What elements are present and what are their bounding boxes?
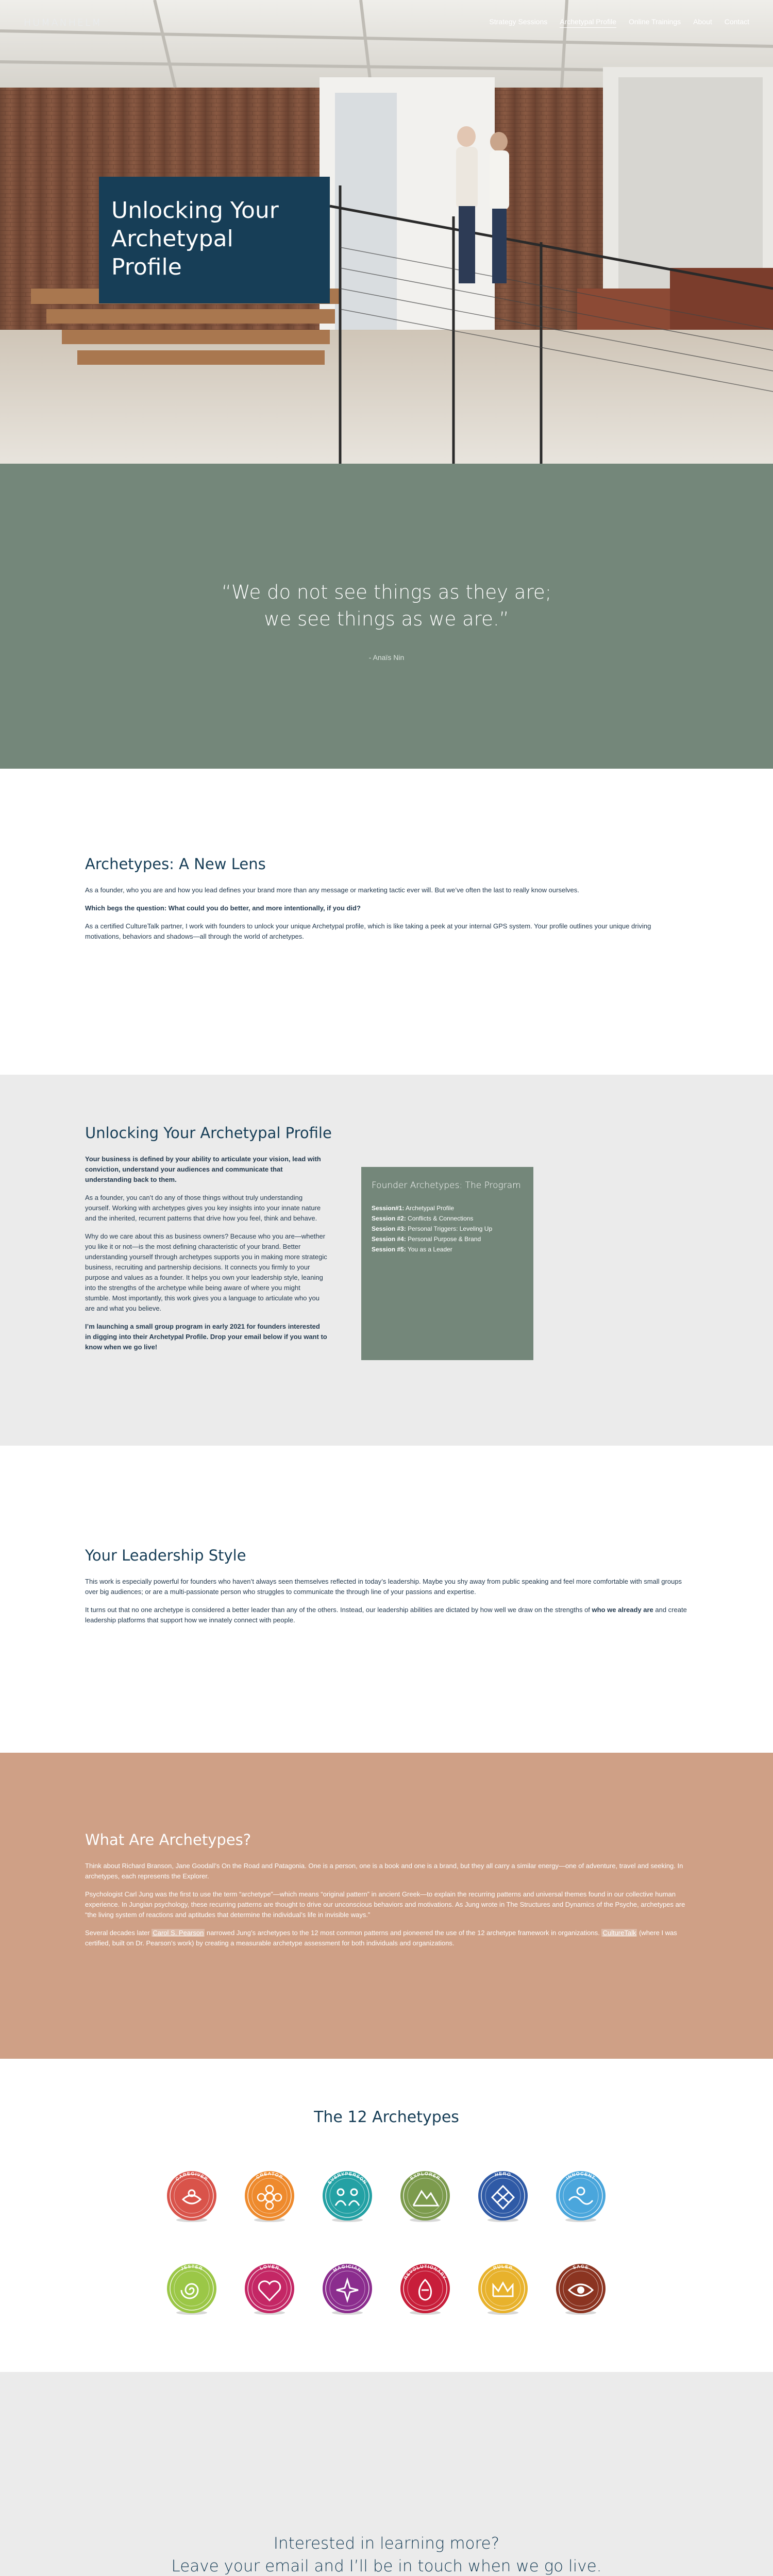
site-header [0, 0, 773, 45]
hero-section [0, 0, 773, 464]
lens-paragraph-2: Which begs the question: What could you do better, and more intentionally, if you did? [85, 904, 361, 912]
nav-about[interactable]: About [693, 18, 712, 26]
archetypes-grid-title: The 12 Archetypes [314, 2108, 459, 2126]
program-session-3: Session #3: Personal Triggers: Leveling Up [372, 1225, 493, 1232]
archetype-badge-label: INNOCENT [565, 2171, 597, 2181]
quote-text: “We do not see things as they are; we see things as we are.” [221, 581, 552, 630]
program-session-5: Session #5: You as a Leader [372, 1246, 452, 1253]
culturetalk-link[interactable]: CultureTalk [602, 1929, 636, 1937]
unlock-paragraph-1: Your business is defined by your ability to articulate your vision, lead with conviction, understand your audiences and communicate that understanding back to them. [85, 1155, 321, 1183]
archetype-badge-creator [240, 2166, 299, 2225]
archetype-badge-ruler [474, 2259, 532, 2318]
archetype-badge-magician [318, 2259, 377, 2318]
nav-archetypal-profile[interactable]: Archetypal Profile [560, 18, 616, 28]
archetype-badge-label: JESTER [179, 2263, 204, 2272]
cta-text: Interested in learning more? Leave your email and I’ll be in touch when we go live. [171, 2534, 602, 2575]
quote-section [0, 464, 773, 769]
unlock-paragraph-3: Why do we care about this as business owners? Because who you are—whether you like it or not—is the most defining characteristic of your brand. Better understanding yourself through archetypes supports you in making more strategic business, recruiting and partnership decisions. It connects you firmly to your purpose and values as a founder. It helps you own your leadership style, leaning into the strengths of the archetype while being aware of where you might stumble. Most importantly, this work gives you a language to articulate who you are and what you believe. [85, 1232, 327, 1312]
unlock-paragraph-4: I’m launching a small group program in early 2021 for founders interested in digging into their Archetypal Profile. Drop your email below if you want to know when we go live! [85, 1323, 327, 1351]
unlock-title: Unlocking Your Archetypal Profile [85, 1124, 332, 1142]
lens-title: Archetypes: A New Lens [85, 855, 266, 873]
nav-online-trainings[interactable]: Online Trainings [628, 18, 681, 26]
archetype-badge-explorer [396, 2166, 455, 2225]
program-session-1: Session#1: Archetypal Profile [372, 1205, 455, 1212]
program-session-2: Session #2: Conflicts & Connections [372, 1215, 474, 1222]
archetypes-grid-section [0, 2059, 773, 2372]
archetype-badge-caregiver [162, 2166, 221, 2225]
what-paragraph-1: Think about Richard Branson, Jane Goodall’s On the Road and Patagonia. One is a person, one is a book and one is a brand, but they all carry a similar energy—one of adventure, travel and seeking. In archetypes, each represents the Explorer. [85, 1862, 683, 1880]
star-icon [318, 2259, 377, 2318]
archetype-badge-label: REVOLUTIONARY [402, 2263, 448, 2281]
leadership-title: Your Leadership Style [85, 1547, 246, 1564]
program-title: Founder Archetypes: The Program [372, 1180, 521, 1191]
flame-icon [396, 2259, 455, 2318]
archetype-badge-label: LOVER [259, 2264, 280, 2271]
archetype-badge-label: HERO [494, 2171, 512, 2178]
what-paragraph-3: Several decades later Carol S. Pearson narrowed Jung’s archetypes to the 12 most common patterns and pioneered the use of the 12 archetype framework in organizations. CultureTalk (where I was certified, built on Dr. Pearson’s work) by creating a measurable archetype assessment for both individuals and organizations. [85, 1929, 677, 1947]
archetype-badge-revolutionary [396, 2259, 455, 2318]
archetype-badge-label: RULER [492, 2263, 514, 2271]
flower-icon [240, 2166, 299, 2225]
what-section [0, 1753, 773, 2059]
archetype-badge-label: EXPLORER [409, 2171, 442, 2181]
archetype-badge-hero [474, 2166, 532, 2225]
what-paragraph-2: Psychologist Carl Jung was the first to use the term “archetype”—which means “original pattern” in ancient Greek—to explain the recurring patterns and universal themes found in our collective human experience. In Jungian psychology, these recurring patterns are thought to drive our unconscious behaviors and motivations. As Jung wrote in The Structures and Dynamics of the Psyche, archetypes are “the living system of reactions and aptitudes that determine the individual’s life in invisible ways.” [85, 1890, 685, 1919]
program-session-4: Session #4: Personal Purpose & Brand [372, 1235, 481, 1243]
archetype-badge-lover [240, 2259, 299, 2318]
people-icon [318, 2166, 377, 2225]
archetype-badge-innocent [551, 2166, 610, 2225]
shield-icon [474, 2166, 532, 2225]
archetype-badge-jester [162, 2259, 221, 2318]
cta-section [0, 2372, 773, 2576]
spiral-icon [162, 2259, 221, 2318]
quote-author: - Anaïs Nin [368, 653, 405, 662]
hero-title: Unlocking Your Archetypal Profile [111, 197, 279, 280]
archetype-badge-label: MAGICIAN [332, 2263, 363, 2274]
pearson-link[interactable]: Carol S. Pearson [153, 1929, 204, 1937]
mountain-icon [396, 2166, 455, 2225]
leadership-section [0, 1446, 773, 1753]
hands-icon [162, 2166, 221, 2225]
archetype-badge-sage [551, 2259, 610, 2318]
archetype-badge-grid [162, 2166, 611, 2318]
lens-paragraph-1: As a founder, who you are and how you lead defines your brand more than any message or marketing tactic ever will. But we’ve often the last to really know ourselves. [85, 886, 579, 894]
crown-icon [474, 2259, 532, 2318]
archetype-badge-label: SAGE [572, 2263, 590, 2270]
hero-title-box [99, 177, 330, 303]
archetype-badge-label: CAREGIVER [174, 2171, 209, 2182]
archetype-badge-everyperson [318, 2166, 377, 2225]
what-title: What Are Archetypes? [85, 1831, 251, 1849]
nav-strategy-sessions[interactable]: Strategy Sessions [489, 18, 548, 26]
wave-icon [551, 2166, 610, 2225]
program-box [361, 1167, 533, 1360]
unlock-section [0, 1075, 773, 1446]
archetype-badge-label: EVERYPERSON [327, 2171, 368, 2185]
unlock-text [85, 1154, 327, 1360]
lens-paragraph-3: As a certified CultureTalk partner, I work with founders to unlock your unique Archetypal profile, which is like taking a peek at your internal GPS system. Your profile outlines your unique driving motivations, behaviors and shadows—all through the world of archetypes. [85, 922, 651, 940]
main-nav [489, 18, 749, 28]
leadership-paragraph-1: This work is especially powerful for founders who haven’t always seen themselves reflected in today’s leadership. Maybe you shy away from public speaking and feel more comfortable with small groups over big audiences; or are a multi-passionate person who struggles to communicate the through line of your passions and expertise. [85, 1578, 682, 1596]
lens-section [0, 769, 773, 1075]
nav-contact[interactable]: Contact [724, 18, 749, 26]
unlock-paragraph-2: As a founder, you can’t do any of those things without truly understanding yourself. Working with archetypes gives you key insights into your innate nature and the inherited, recurrent patterns that drive how you feel, think and behave. [85, 1194, 321, 1222]
heart-icon [240, 2259, 299, 2318]
leadership-paragraph-2: It turns out that no one archetype is considered a better leader than any of the others. Instead, our leadership abilities are dictated by how well we draw on the strengths of who we already are and create leadership platforms that support how we innately connect with people. [85, 1606, 687, 1624]
archetype-badge-label: CREATOR [255, 2171, 284, 2180]
site-logo[interactable]: HUMANHELM [24, 17, 103, 28]
eye-icon [551, 2259, 610, 2318]
